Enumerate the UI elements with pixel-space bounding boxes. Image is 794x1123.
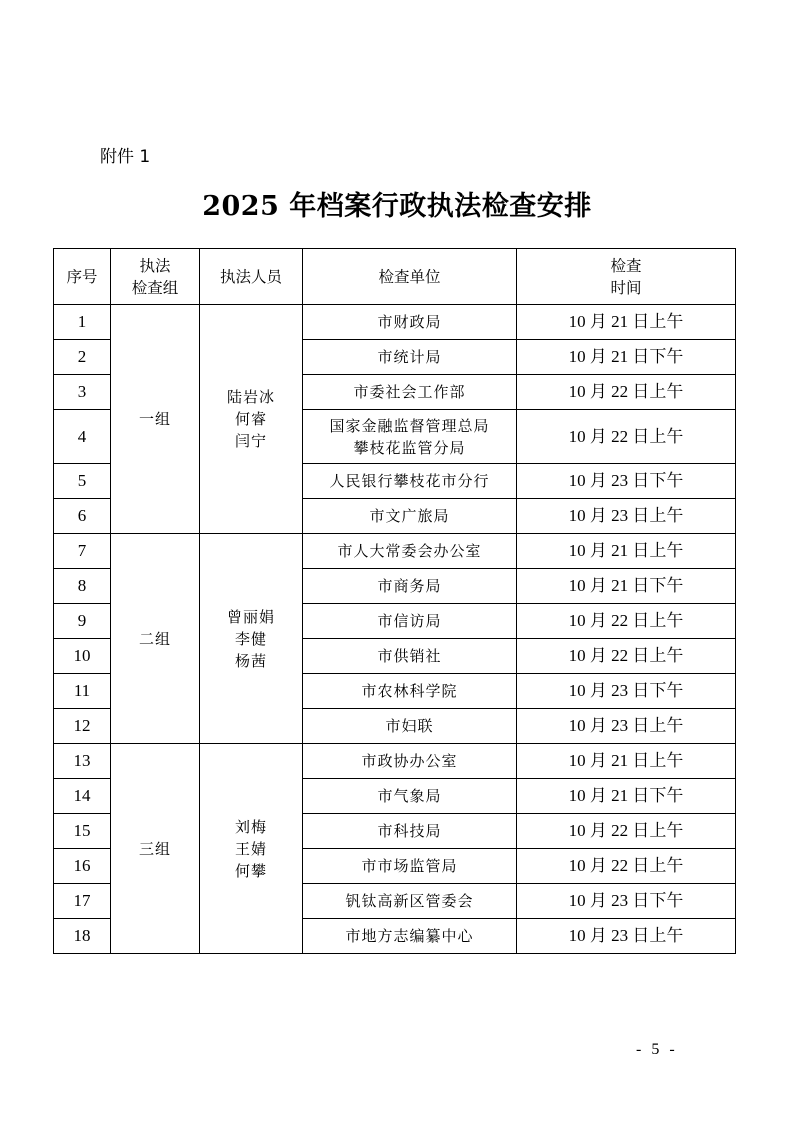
unit-cell bbox=[303, 709, 517, 744]
unit-cell bbox=[303, 744, 517, 779]
unit-name: 市信访局 bbox=[377, 612, 442, 630]
staff-cell bbox=[200, 534, 303, 744]
page-number: - 5 - bbox=[636, 1041, 678, 1058]
group-name-cell: 一组 bbox=[111, 305, 200, 534]
staff-name: 曾丽娟 bbox=[226, 607, 275, 626]
group-name-cell: 二组 bbox=[111, 534, 200, 744]
unit-cell bbox=[303, 569, 517, 604]
seq-cell: 15 bbox=[54, 814, 111, 849]
unit-name: 市人大常委会办公室 bbox=[337, 542, 482, 560]
staff-name: 闫宁 bbox=[234, 432, 267, 450]
staff-cell bbox=[200, 305, 303, 534]
unit-cell bbox=[303, 849, 517, 884]
group-name-cell: 三组 bbox=[111, 744, 200, 954]
table-row bbox=[54, 744, 736, 779]
staff-cell bbox=[200, 744, 303, 954]
unit-name: 市统计局 bbox=[377, 348, 442, 366]
time-cell: 10 月 22 日上午 bbox=[517, 814, 736, 849]
unit-cell bbox=[303, 305, 517, 340]
time-cell: 10 月 21 日下午 bbox=[517, 569, 736, 604]
header-time-line-2: 时间 bbox=[610, 278, 642, 297]
seq-cell: 11 bbox=[54, 674, 111, 709]
staff-name: 何睿 bbox=[234, 410, 267, 428]
unit-name: 钒钛高新区管委会 bbox=[345, 892, 474, 910]
header-time bbox=[517, 249, 736, 305]
seq-cell: 3 bbox=[54, 375, 111, 410]
staff-name: 杨茜 bbox=[234, 651, 267, 670]
unit-cell bbox=[303, 779, 517, 814]
unit-name: 市财政局 bbox=[377, 313, 442, 331]
time-cell: 10 月 23 日上午 bbox=[517, 709, 736, 744]
time-cell: 10 月 22 日上午 bbox=[517, 639, 736, 674]
time-cell: 10 月 21 日上午 bbox=[517, 744, 736, 779]
unit-name: 市委社会工作部 bbox=[353, 383, 466, 401]
seq-cell: 8 bbox=[54, 569, 111, 604]
seq-cell: 10 bbox=[54, 639, 111, 674]
header-time-line-1: 检查 bbox=[610, 256, 642, 275]
unit-name: 市市场监管局 bbox=[361, 857, 458, 875]
page-title: 2025 年档案行政执法检查安排 bbox=[202, 191, 592, 222]
unit-name: 市妇联 bbox=[385, 717, 434, 735]
unit-name: 市科技局 bbox=[377, 822, 442, 840]
unit-name: 市文广旅局 bbox=[369, 507, 450, 525]
staff-name: 何攀 bbox=[234, 861, 267, 880]
unit-name: 市农林科学院 bbox=[361, 682, 458, 700]
seq-cell: 16 bbox=[54, 849, 111, 884]
seq-cell: 12 bbox=[54, 709, 111, 744]
header-group-line-2: 检查组 bbox=[131, 278, 179, 297]
unit-cell bbox=[303, 884, 517, 919]
header-staff: 执法人员 bbox=[200, 249, 303, 305]
inspection-schedule-table bbox=[53, 248, 736, 954]
unit-name: 市商务局 bbox=[377, 577, 442, 595]
unit-name: 市供销社 bbox=[377, 647, 442, 665]
time-cell: 10 月 22 日上午 bbox=[517, 604, 736, 639]
seq-cell: 2 bbox=[54, 340, 111, 375]
table-body bbox=[54, 305, 736, 954]
unit-name: 市地方志编纂中心 bbox=[345, 927, 474, 945]
seq-cell: 7 bbox=[54, 534, 111, 569]
header-group bbox=[111, 249, 200, 305]
unit-cell bbox=[303, 639, 517, 674]
attachment-label: 附件 1 bbox=[100, 147, 151, 167]
unit-cell bbox=[303, 410, 517, 464]
unit-name: 市气象局 bbox=[377, 787, 442, 805]
staff-name: 陆岩冰 bbox=[226, 388, 275, 406]
unit-name: 国家金融监督管理总局 bbox=[329, 416, 490, 435]
unit-cell bbox=[303, 814, 517, 849]
table-header-row bbox=[54, 249, 736, 305]
seq-cell: 17 bbox=[54, 884, 111, 919]
unit-cell bbox=[303, 534, 517, 569]
table-row bbox=[54, 534, 736, 569]
seq-cell: 18 bbox=[54, 919, 111, 954]
unit-cell bbox=[303, 674, 517, 709]
time-cell: 10 月 23 日下午 bbox=[517, 674, 736, 709]
time-cell: 10 月 21 日下午 bbox=[517, 340, 736, 375]
unit-cell bbox=[303, 499, 517, 534]
time-cell: 10 月 22 日上午 bbox=[517, 410, 736, 464]
unit-name: 人民银行攀枝花市分行 bbox=[329, 472, 490, 490]
unit-name: 攀枝花监管分局 bbox=[353, 438, 466, 457]
time-cell: 10 月 21 日上午 bbox=[517, 534, 736, 569]
seq-cell: 6 bbox=[54, 499, 111, 534]
table-row bbox=[54, 305, 736, 340]
header-seq: 序号 bbox=[54, 249, 111, 305]
unit-name: 市政协办公室 bbox=[361, 752, 458, 770]
time-cell: 10 月 23 日上午 bbox=[517, 499, 736, 534]
seq-cell: 4 bbox=[54, 410, 111, 464]
time-cell: 10 月 21 日上午 bbox=[517, 305, 736, 340]
time-cell: 10 月 22 日上午 bbox=[517, 375, 736, 410]
header-unit: 检查单位 bbox=[303, 249, 517, 305]
header-group-line-1: 执法 bbox=[139, 256, 171, 275]
time-cell: 10 月 23 日下午 bbox=[517, 884, 736, 919]
seq-cell: 9 bbox=[54, 604, 111, 639]
staff-name: 刘梅 bbox=[234, 817, 267, 836]
unit-cell bbox=[303, 340, 517, 375]
time-cell: 10 月 22 日上午 bbox=[517, 849, 736, 884]
unit-cell bbox=[303, 604, 517, 639]
seq-cell: 13 bbox=[54, 744, 111, 779]
time-cell: 10 月 21 日下午 bbox=[517, 779, 736, 814]
time-cell: 10 月 23 日下午 bbox=[517, 464, 736, 499]
unit-cell bbox=[303, 919, 517, 954]
staff-name: 李健 bbox=[234, 629, 267, 648]
unit-cell bbox=[303, 375, 517, 410]
seq-cell: 14 bbox=[54, 779, 111, 814]
staff-name: 王婧 bbox=[234, 839, 267, 858]
time-cell: 10 月 23 日上午 bbox=[517, 919, 736, 954]
seq-cell: 5 bbox=[54, 464, 111, 499]
seq-cell: 1 bbox=[54, 305, 111, 340]
unit-cell bbox=[303, 464, 517, 499]
